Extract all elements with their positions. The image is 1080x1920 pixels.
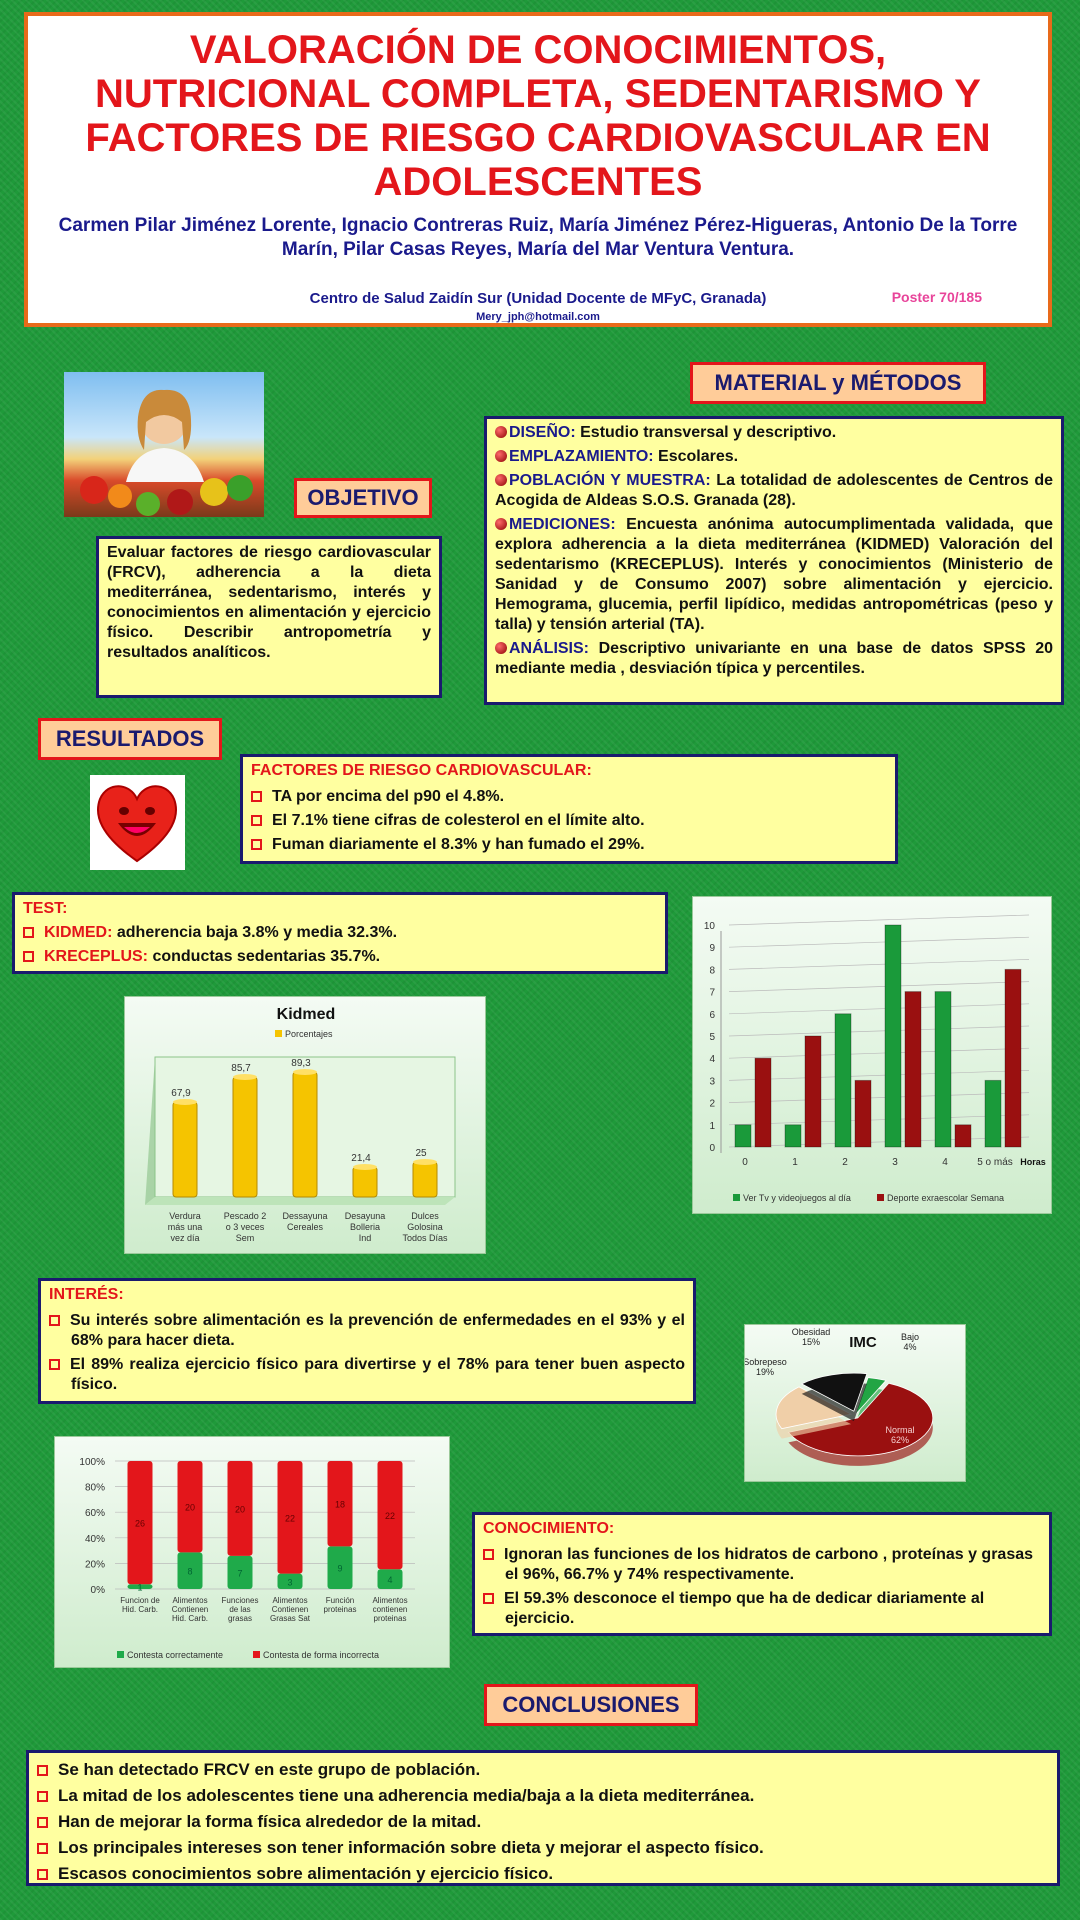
conocimiento-title: CONOCIMIENTO: xyxy=(483,1520,615,1537)
slice-value: 19% xyxy=(755,1367,775,1377)
metodos-item: EMPLAZAMIENTO: Escolares. xyxy=(495,447,1053,467)
legend-swatch xyxy=(733,1194,740,1201)
chart-floor xyxy=(145,1197,455,1205)
test-box xyxy=(12,892,668,974)
tick-label: Alimentos xyxy=(372,1596,408,1605)
data-label: 20 xyxy=(184,1502,196,1513)
gridline xyxy=(729,1115,1029,1125)
list-item: La mitad de los adolescentes tiene una adherencia media/baja a la dieta mediterránea. xyxy=(37,1785,1049,1807)
kidmed-chart xyxy=(124,996,486,1254)
gridline xyxy=(729,1093,1029,1103)
institution: Centro de Salud Zaidín Sur (Unidad Docente de MFyC, Granada) xyxy=(309,290,767,307)
conclusiones-label: CONCLUSIONES xyxy=(484,1684,698,1726)
frcv-title: FACTORES DE RIESGO CARDIOVASCULAR: xyxy=(251,762,592,779)
slice-label: Normal xyxy=(885,1425,915,1435)
checkbox-bullet-icon xyxy=(23,951,34,962)
data-label: 26 xyxy=(134,1518,146,1529)
list-item: KIDMED: adherencia baja 3.8% y media 32.3%. xyxy=(23,923,657,943)
tick-label: 3 xyxy=(892,1157,898,1168)
data-label: 7 xyxy=(237,1568,243,1579)
checkbox-bullet-icon xyxy=(37,1869,48,1880)
slice-label: Bajo xyxy=(900,1332,920,1342)
data-label: 8 xyxy=(187,1566,193,1577)
bar xyxy=(233,1077,257,1197)
gridline xyxy=(729,1048,1029,1058)
bullet-dot-icon xyxy=(495,518,507,530)
tick-label: 10 xyxy=(703,921,715,932)
tick-label: Contienen xyxy=(271,1605,309,1614)
resultados-label: RESULTADOS xyxy=(38,718,222,760)
bar-top xyxy=(353,1164,377,1170)
tick-label: 7 xyxy=(709,987,715,999)
tick-label: Ind xyxy=(358,1233,372,1243)
data-label: 4 xyxy=(387,1575,393,1586)
bar xyxy=(173,1102,197,1197)
legend-label: Deporte exraescolar Semana xyxy=(887,1193,1005,1203)
data-label: 3 xyxy=(287,1577,293,1588)
checkbox-bullet-icon xyxy=(49,1315,60,1326)
interes-title: INTERÉS: xyxy=(49,1286,124,1303)
bar xyxy=(353,1167,377,1197)
tick-label: 0 xyxy=(742,1157,748,1168)
bar-top xyxy=(413,1159,437,1165)
checkbox-bullet-icon xyxy=(251,791,262,802)
checkbox-bullet-icon xyxy=(483,1593,494,1604)
tick-label: 0 xyxy=(709,1143,715,1154)
list-item: Fuman diariamente el 8.3% y han fumado el 29%. xyxy=(251,835,887,855)
list-item: KRECEPLUS: conductas sedentarias 35.7%. xyxy=(23,947,657,967)
gridline xyxy=(729,1004,1029,1014)
contact-email: Mery_jph@hotmail.com xyxy=(476,311,600,323)
bar xyxy=(1005,969,1021,1147)
slice-value: 4% xyxy=(903,1342,917,1352)
data-label: 18 xyxy=(334,1499,346,1510)
metodos-label: MATERIAL y MÉTODOS xyxy=(690,362,986,404)
tick-label: Pescado 2 xyxy=(223,1211,267,1221)
legend-label: Contesta de forma incorrecta xyxy=(263,1650,380,1660)
data-label: 20 xyxy=(234,1504,246,1515)
tick-label: Sem xyxy=(235,1233,255,1243)
bullet-dot-icon xyxy=(495,450,507,462)
tick-label: 8 xyxy=(709,965,715,977)
tick-label: Alimentos xyxy=(172,1596,208,1605)
bar xyxy=(935,992,951,1147)
checkbox-bullet-icon xyxy=(37,1791,48,1802)
data-label: 1 xyxy=(137,1582,143,1593)
poster-id: Poster 70/185 xyxy=(891,289,982,305)
bar xyxy=(735,1125,751,1147)
test-title: TEST: xyxy=(23,900,68,917)
bar xyxy=(885,925,901,1147)
bar xyxy=(835,1014,851,1147)
chart-title: IMC xyxy=(849,1334,877,1351)
objetivo-label: OBJETIVO xyxy=(294,478,432,518)
conclusiones-box xyxy=(26,1750,1060,1886)
metodos-item: DISEÑO: Estudio transversal y descriptivo. xyxy=(495,423,1053,443)
checkbox-bullet-icon xyxy=(37,1817,48,1828)
tick-label: más una xyxy=(167,1222,203,1232)
bar xyxy=(805,1036,821,1147)
tick-label: grasas xyxy=(227,1614,253,1623)
tick-label: 1 xyxy=(792,1157,798,1168)
metodos-item: MEDICIONES: Encuesta anónima autocumplimentada validada, que explora adherencia a la dieta mediterránea (KIDMED) Valoración del sedentarismo (KRECEPLUS). Interés y conocimientos (Ministerio de Sanidad y de Consumo 2007) sobre alimentación y ejercicio. Hemograma, glucemia, perfil lipídico, medidas antropométricas (peso y talla) y tensión arterial (TA). xyxy=(495,516,1053,633)
gridline xyxy=(729,1026,1029,1036)
tick-label: 2 xyxy=(842,1157,848,1168)
legend-label: Porcentajes xyxy=(285,1029,333,1039)
poster-authors: Carmen Pilar Jiménez Lorente, Ignacio Contreras Ruiz, María Jiménez Pérez-Higueras, Antonio De la Torre Marín, Pilar Casas Reyes, María del Mar Ventura Ventura. xyxy=(58,215,1018,260)
bar-top xyxy=(233,1074,257,1080)
frcv-box xyxy=(240,754,898,864)
tick-label: 3 xyxy=(709,1076,715,1088)
tick-label: Verdura xyxy=(169,1211,201,1221)
data-label: 22 xyxy=(284,1513,296,1524)
tick-label: Contienen xyxy=(171,1605,209,1614)
tick-label: 1 xyxy=(709,1120,715,1132)
gridline xyxy=(729,1137,1029,1147)
poster-title: VALORACIÓN DE CONOCIMIENTOS, NUTRICIONAL COMPLETA, SEDENTARISMO Y FACTORES DE RIESGO CARDIOVASCULAR EN ADOLESCENTES xyxy=(85,28,991,204)
checkbox-bullet-icon xyxy=(251,815,262,826)
slice-value: 15% xyxy=(801,1337,821,1347)
list-item: Se han detectado FRCV en este grupo de población. xyxy=(37,1759,1049,1781)
tick-label: Dulces xyxy=(411,1211,439,1221)
gridline xyxy=(729,1070,1029,1080)
data-label: 25 xyxy=(415,1148,427,1159)
poster-header xyxy=(24,12,1052,327)
x-axis-label: Horas xyxy=(1020,1157,1046,1167)
bar xyxy=(785,1125,801,1147)
tick-label: 60% xyxy=(84,1508,105,1520)
data-label: 22 xyxy=(384,1511,396,1522)
gridline xyxy=(729,982,1029,992)
tick-label: 40% xyxy=(84,1533,105,1545)
tick-label: 100% xyxy=(79,1457,105,1468)
list-item: El 7.1% tiene cifras de colesterol en el límite alto. xyxy=(251,811,887,831)
data-label: 67,9 xyxy=(171,1087,191,1099)
data-label: 21,4 xyxy=(351,1153,371,1165)
tick-label: Función xyxy=(325,1596,355,1605)
smiling-heart-icon xyxy=(90,775,185,870)
gridline xyxy=(729,959,1029,969)
bar-top xyxy=(293,1069,317,1075)
tick-label: Dessayuna xyxy=(282,1211,328,1221)
checkbox-bullet-icon xyxy=(37,1843,48,1854)
list-item: Ignoran las funciones de los hidratos de carbono , proteínas y grasas el 96%, 66.7% y 74% respectivamente. xyxy=(483,1545,1041,1585)
checkbox-bullet-icon xyxy=(49,1359,60,1370)
slice-value: 62% xyxy=(890,1435,910,1445)
slice-label: Sobrepeso xyxy=(745,1357,787,1367)
chart-wall xyxy=(145,1057,155,1205)
metodos-item: POBLACIÓN Y MUESTRA: La totalidad de adolescentes de Centros de Acogida de Aldeas S.O.S. Granada (28). xyxy=(495,472,1053,509)
checkbox-bullet-icon xyxy=(37,1765,48,1776)
list-item: El 59.3% desconoce el tiempo que ha de dedicar diariamente al ejercicio. xyxy=(483,1589,1041,1629)
tick-label: 0% xyxy=(90,1585,105,1596)
tick-label: 5 xyxy=(709,1032,715,1043)
tick-label: proteinas xyxy=(373,1614,407,1623)
tick-label: 5 o más xyxy=(977,1157,1013,1168)
bar-top xyxy=(173,1099,197,1105)
gridline xyxy=(729,937,1029,947)
legend-label: Contesta correctamente xyxy=(127,1650,224,1660)
girl-vegetables-photo xyxy=(64,372,264,517)
tick-label: o 3 veces xyxy=(225,1222,265,1232)
legend-label: Ver Tv y videojuegos al día xyxy=(743,1193,851,1203)
bar xyxy=(293,1072,317,1197)
tick-label: Todos Días xyxy=(402,1233,448,1243)
data-label: 9 xyxy=(337,1563,343,1574)
tick-label: 9 xyxy=(709,943,715,955)
list-item: El 89% realiza ejercicio físico para divertirse y el 78% para tener buen aspecto físico. xyxy=(49,1355,685,1395)
tick-label: Funciones xyxy=(221,1596,259,1605)
legend-swatch xyxy=(117,1651,124,1658)
tick-label: 80% xyxy=(84,1482,105,1494)
tick-label: Hid. Carb. xyxy=(171,1614,209,1623)
tick-label: Alimentos xyxy=(272,1596,308,1605)
tick-label: 20% xyxy=(84,1559,105,1571)
tick-label: 2 xyxy=(709,1098,715,1110)
bar xyxy=(855,1080,871,1147)
tick-label: Grasas Sat xyxy=(269,1614,311,1623)
slice-label: Obesidad xyxy=(791,1327,831,1337)
tick-label: 4 xyxy=(942,1157,948,1168)
data-label: 85,7 xyxy=(231,1063,251,1075)
metodos-box xyxy=(484,416,1064,705)
legend-swatch xyxy=(253,1651,260,1658)
gridline xyxy=(729,915,1029,925)
checkbox-bullet-icon xyxy=(483,1549,494,1560)
legend-swatch xyxy=(877,1194,884,1201)
objetivo-text: Evaluar factores de riesgo cardiovascular (FRCV), adherencia a la dieta mediterránea, sedentarismo, interés y conocimientos en alimentación y ejercicio físico. Describir antropometría y resultados analíticos. xyxy=(96,536,442,698)
bar xyxy=(985,1080,1001,1147)
tick-label: proteinas xyxy=(323,1605,357,1614)
list-item: Escasos conocimientos sobre alimentación y ejercicio físico. xyxy=(37,1863,1049,1885)
list-item: Los principales intereses son tener información sobre dieta y mejorar el aspecto físico. xyxy=(37,1837,1049,1859)
bar xyxy=(413,1162,437,1197)
tick-label: 4 xyxy=(709,1054,715,1066)
tick-label: Funcion de xyxy=(120,1596,160,1605)
tick-label: 6 xyxy=(709,1009,715,1021)
metodos-item: ANÁLISIS: Descriptivo univariante en una base de datos SPSS 20 mediante media , desviación típica y percentiles. xyxy=(495,640,1053,677)
checkbox-bullet-icon xyxy=(23,927,34,938)
hours-chart xyxy=(692,896,1052,1214)
tick-label: Desayuna xyxy=(344,1211,386,1221)
imc-chart xyxy=(744,1324,966,1482)
interes-box xyxy=(38,1278,696,1404)
bar xyxy=(755,1058,771,1147)
tick-label: Hid. Carb. xyxy=(121,1605,159,1614)
conocimiento-box xyxy=(472,1512,1052,1636)
tick-label: Bolleria xyxy=(349,1222,381,1232)
tick-label: Golosina xyxy=(407,1222,443,1232)
chart-title: Kidmed xyxy=(276,1006,336,1023)
checkbox-bullet-icon xyxy=(251,839,262,850)
bar xyxy=(905,992,921,1147)
conocimiento-chart xyxy=(54,1436,450,1668)
legend-swatch xyxy=(275,1030,282,1037)
list-item: Han de mejorar la forma física alrededor de la mitad. xyxy=(37,1811,1049,1833)
bullet-dot-icon xyxy=(495,474,507,486)
bullet-dot-icon xyxy=(495,642,507,654)
list-item: TA por encima del p90 el 4.8%. xyxy=(251,787,887,807)
data-label: 89,3 xyxy=(291,1057,311,1069)
bar xyxy=(955,1125,971,1147)
tick-label: vez día xyxy=(170,1233,200,1243)
list-item: Su interés sobre alimentación es la prevención de enfermedades en el 93% y el 68% para hacer dieta. xyxy=(49,1311,685,1351)
tick-label: de las xyxy=(229,1605,251,1614)
tick-label: Cereales xyxy=(286,1222,324,1232)
tick-label: contienen xyxy=(372,1605,408,1614)
bullet-dot-icon xyxy=(495,426,507,438)
